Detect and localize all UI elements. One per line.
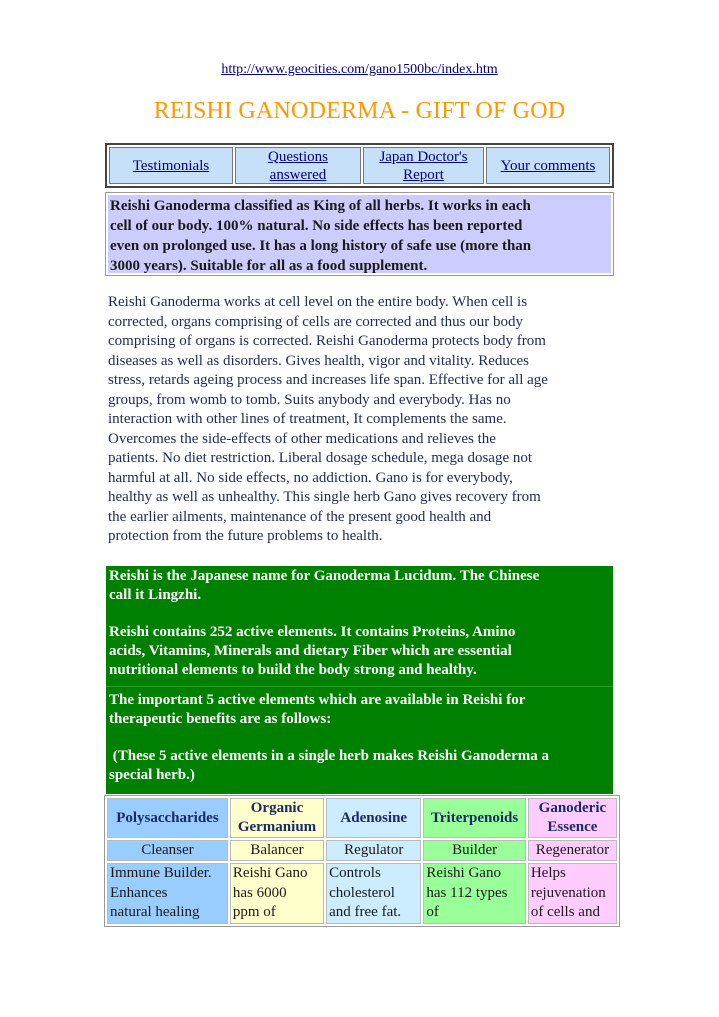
intro-box [105, 192, 614, 276]
info-line: nutritional elements to build the body strong and healthy. [109, 662, 477, 678]
nav-cell-testimonials [109, 147, 233, 184]
spacer [109, 605, 610, 623]
intro-line: Reishi Ganoderma classified as King of all herbs. It works in each [110, 198, 531, 214]
body-line: protection from the future problems to health. [108, 528, 383, 544]
intro-line: cell of our body. 100% natural. No side effects has been reported [110, 218, 523, 234]
desc-cell: Reishi Gano has 112 types of [423, 863, 525, 924]
divider [106, 686, 613, 687]
body-line: interaction with other lines of treatment, It complements the same. [108, 411, 507, 427]
body-line: stress, retards ageing process and increases life span. Effective for all age [108, 372, 548, 388]
info-line: The important 5 active elements which are available in Reishi for [109, 692, 526, 708]
body-line: comprising of organs is corrected. Reishi Ganoderma protects body from [108, 333, 546, 349]
body-line: patients. No diet restriction. Liberal dosage schedule, mega dosage not [108, 450, 533, 466]
body-line: Overcomes the side-effects of other medications and relieves the [108, 430, 496, 447]
body-line: groups, from womb to tomb. Suits anybody and everybody. Has no [108, 391, 511, 408]
page-url [0, 62, 719, 78]
nav-bar [105, 143, 614, 188]
active-elements-table [104, 795, 620, 927]
info-line: Reishi contains 252 active elements. It contains Proteins, Amino [109, 624, 516, 640]
info-line: special herb.) [109, 767, 195, 783]
intro-text [108, 195, 611, 273]
info-line: call it Lingzhi. [109, 587, 202, 603]
nav-cell-comments [486, 147, 610, 184]
nav-link-testimonials[interactable]: Testimonials [132, 157, 210, 174]
page-title: REISHI GANODERMA - GIFT OF GOD [153, 98, 566, 124]
desc-cell: Helps rejuvenation of cells and [528, 863, 617, 924]
nav-link-japan-doctors-report[interactable] [379, 148, 467, 184]
role-cell: Cleanser [107, 840, 228, 861]
body-line: healthy as well as unhealthy. This single herb Gano gives recovery from [108, 489, 541, 505]
role-cell: Balancer [230, 840, 324, 861]
header-polysaccharides: Polysaccharides [107, 798, 228, 838]
header-organic-germanium: Organic Germanium [230, 798, 324, 838]
info-line: therapeutic benefits are as follows: [109, 711, 332, 727]
body-line: diseases as well as disorders. Gives health, vigor and vitality. Reduces [108, 352, 530, 369]
table-header-row [107, 798, 617, 838]
header-ganoderic-essence: Ganoderic Essence [528, 798, 617, 838]
desc-cell: Reishi Gano has 6000 ppm of [230, 863, 324, 924]
page-url-link[interactable]: http://www.geocities.com/gano1500bc/index.htm [221, 62, 498, 77]
body-line: the earlier ailments, maintenance of the present good health and [108, 508, 492, 525]
role-cell: Regenerator [528, 840, 617, 861]
body-paragraph [108, 293, 618, 547]
reishi-info-box [106, 566, 613, 794]
body-line: Reishi Ganoderma works at cell level on the entire body. When cell is [108, 294, 528, 310]
body-line: corrected, organs comprising of cells are corrected and thus our body [108, 313, 523, 330]
nav-japan-line1: Japan Doctor's [379, 148, 468, 165]
role-cell: Builder [423, 840, 525, 861]
desc-cell: Immune Builder. Enhances natural healing [107, 863, 228, 924]
nav-link-your-comments[interactable]: Your comments [500, 157, 596, 174]
header-triterpenoids: Triterpenoids [423, 798, 525, 838]
table-row-descriptions [107, 863, 617, 924]
header-adenosine: Adenosine [326, 798, 421, 838]
table-row-roles [107, 840, 617, 861]
nav-questions-line1: Questions [267, 148, 328, 165]
spacer [109, 729, 610, 747]
intro-line: 3000 years). Suitable for all as a food supplement. [110, 258, 428, 274]
intro-line: even on prolonged use. It has a long history of safe use (more than [110, 238, 532, 254]
nav-cell-questions [235, 147, 361, 184]
desc-cell: Controls cholesterol and free fat. [326, 863, 421, 924]
nav-questions-line2: answered [269, 166, 327, 183]
body-line: harmful at all. No side effects, no addiction. Gano is for everybody, [108, 469, 513, 486]
nav-japan-line2: Report [403, 166, 444, 183]
info-line: Reishi is the Japanese name for Ganoderma Lucidum. The Chinese [109, 568, 540, 584]
nav-link-questions-answered[interactable] [268, 148, 328, 184]
role-cell: Regulator [326, 840, 421, 861]
info-line: (These 5 active elements in a single herb makes Reishi Ganoderma a [109, 748, 549, 764]
nav-cell-japan-report [363, 147, 484, 184]
info-line: acids, Vitamins, Minerals and dietary Fiber which are essential [109, 643, 512, 659]
